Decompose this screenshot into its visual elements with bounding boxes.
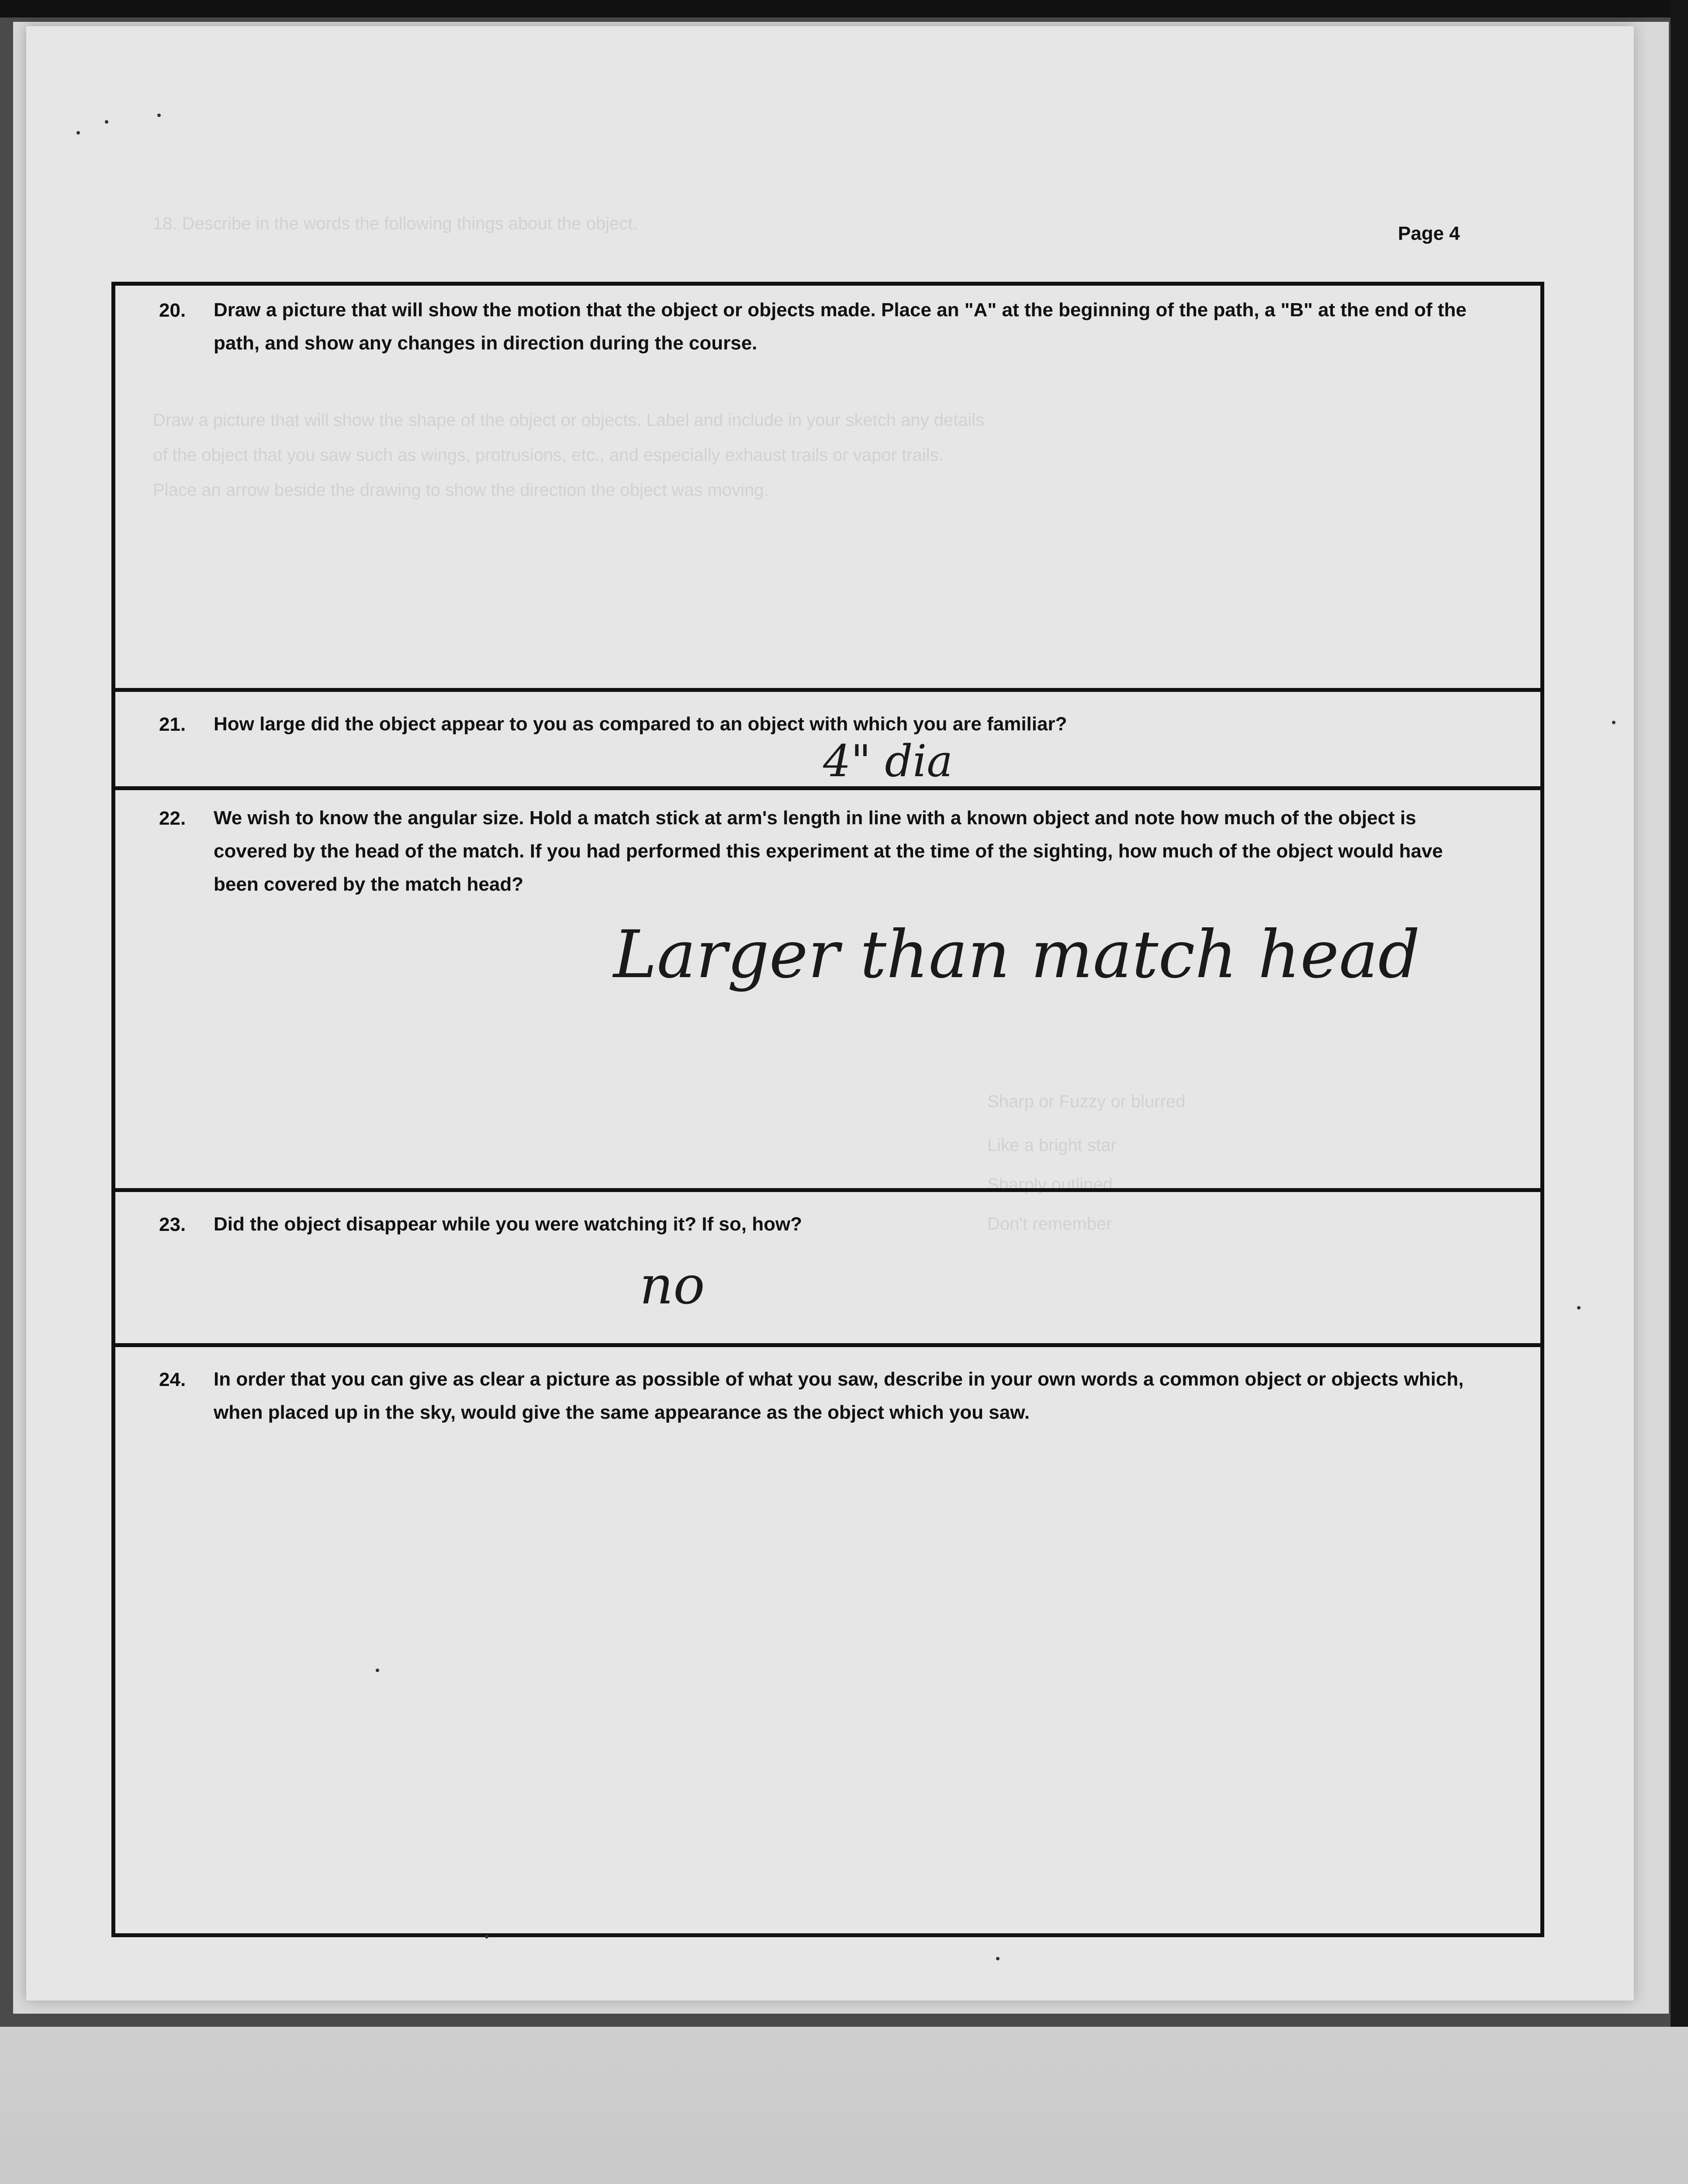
scan-border-right [1671,0,1688,2184]
handwritten-answer: Larger than match head [613,917,1420,993]
bleed-through-text: Sharply outlined [987,1175,1113,1194]
questionnaire-form [111,282,1544,1937]
question-number: 20. [159,300,186,321]
scan-speck [376,1669,379,1672]
scan-background [0,2027,1688,2184]
question-text: How large did the object appear to you as compared to an object with which you are familiar? [214,713,1067,735]
question-20-section [115,286,1540,692]
bleed-through-text: 18. Describe in the words the following things about the object. [153,214,638,233]
bleed-through-text: Don't remember [987,1214,1112,1234]
scan-speck [1612,721,1615,724]
bleed-through-text: Like a bright star [987,1136,1117,1155]
question-number: 23. [159,1214,186,1235]
scan-border-top [0,0,1688,17]
question-number: 22. [159,808,186,829]
scan-speck [157,114,161,117]
bleed-through-text: Sharp or Fuzzy or blurred [987,1092,1186,1111]
scan-speck [1577,1306,1581,1310]
question-21-section [115,692,1540,790]
scan-speck [996,1957,1000,1960]
form-page [26,26,1634,2001]
handwritten-answer: no [640,1255,705,1316]
scan-speck [485,1935,488,1939]
question-23-section [115,1192,1540,1347]
question-text: Draw a picture that will show the motion that the object or objects made. Place an "A" at the beginning of the path, a "B" at the end of the path, and show any changes in direction during the course. [214,299,1467,354]
question-text: In order that you can give as clear a picture as possible of what you saw, describe in your own words a common object or objects which, when placed up in the sky, would give the same appearance as the object which you saw. [214,1368,1464,1423]
scan-speck [76,131,80,135]
question-text: We wish to know the angular size. Hold a match stick at arm's length in line with a known object and note how much of the object is covered by the head of the match. If you had performed this experiment at the time of the sighting, how much of the object would have been covered by the match head? [214,807,1443,895]
bleed-through-text: Draw a picture that will show the shape of the object or objects. Label and include in your sketch any details [153,411,985,430]
bleed-through-text: Place an arrow beside the drawing to show the direction the object was moving. [153,480,769,500]
question-22-section [115,790,1540,1192]
handwritten-answer: 4" dia [823,736,953,787]
question-text: Did the object disappear while you were watching it? If so, how? [214,1213,802,1235]
scan-speck [105,120,108,124]
question-number: 21. [159,714,186,735]
question-number: 24. [159,1369,186,1390]
question-24-section [115,1347,1540,1933]
bleed-through-text: of the object that you saw such as wings, protrusions, etc., and especially exhaust trails or vapor trails. [153,446,944,465]
page-number: Page 4 [1398,223,1460,244]
